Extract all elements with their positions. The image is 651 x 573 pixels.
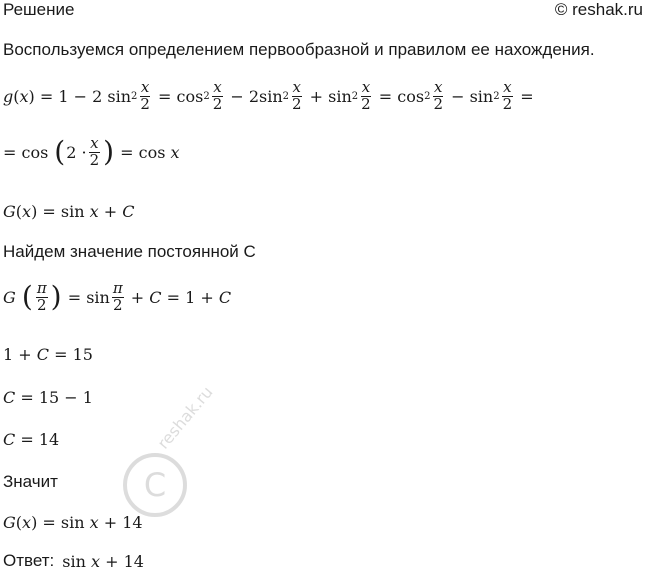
intro-text: Воспользуемся определением первообразной и правилом ее нахождения. (3, 40, 595, 59)
svg-text:reshak.ru: reshak.ru (153, 382, 217, 453)
formula-final: G ( x ) = sin x + 14 (3, 513, 143, 532)
formula-g-pi-half: G ( $\frac{\pi}{2}$ ) = sin $\frac{\pi}{2}$ + C = 1 + C (3, 279, 232, 314)
solution-title: Решение (3, 0, 75, 19)
formula-cos-x: = cos ( 2 · $\frac{x}{2}$ ) = cos x (3, 134, 180, 169)
formula-c-subtraction: C = 15 − 1 (3, 388, 93, 407)
formula-g-x: g ( x ) = 1 − 2 sin 2 $\frac{x}{2}$ = cos 2 $\frac{x}{2}$ − 2sin 2 $\frac{x}{2}$ + sin 2 $\frac{x}{2}$ = cos 2 $\frac{x}{2}$ − sin 2 $\frac{x}{2}$ = (3, 78, 534, 113)
answer-label: Ответ: (3, 551, 55, 570)
find-constant-text: Найдем значение постоянной С (3, 242, 256, 261)
conclusion-text: Значит (3, 472, 58, 491)
formula-equation: 1 + C = 15 (3, 345, 93, 364)
copyright-seal-watermark (110, 382, 220, 530)
formula-antiderivative: G ( x ) = sin x + C (3, 202, 135, 221)
svg-text:C: C (143, 466, 167, 504)
site-watermark: © reshak.ru (554, 0, 643, 19)
answer-value: sin x + 14 (62, 551, 144, 571)
answer-line (3, 551, 144, 571)
formula-c-value: C = 14 (3, 430, 60, 449)
